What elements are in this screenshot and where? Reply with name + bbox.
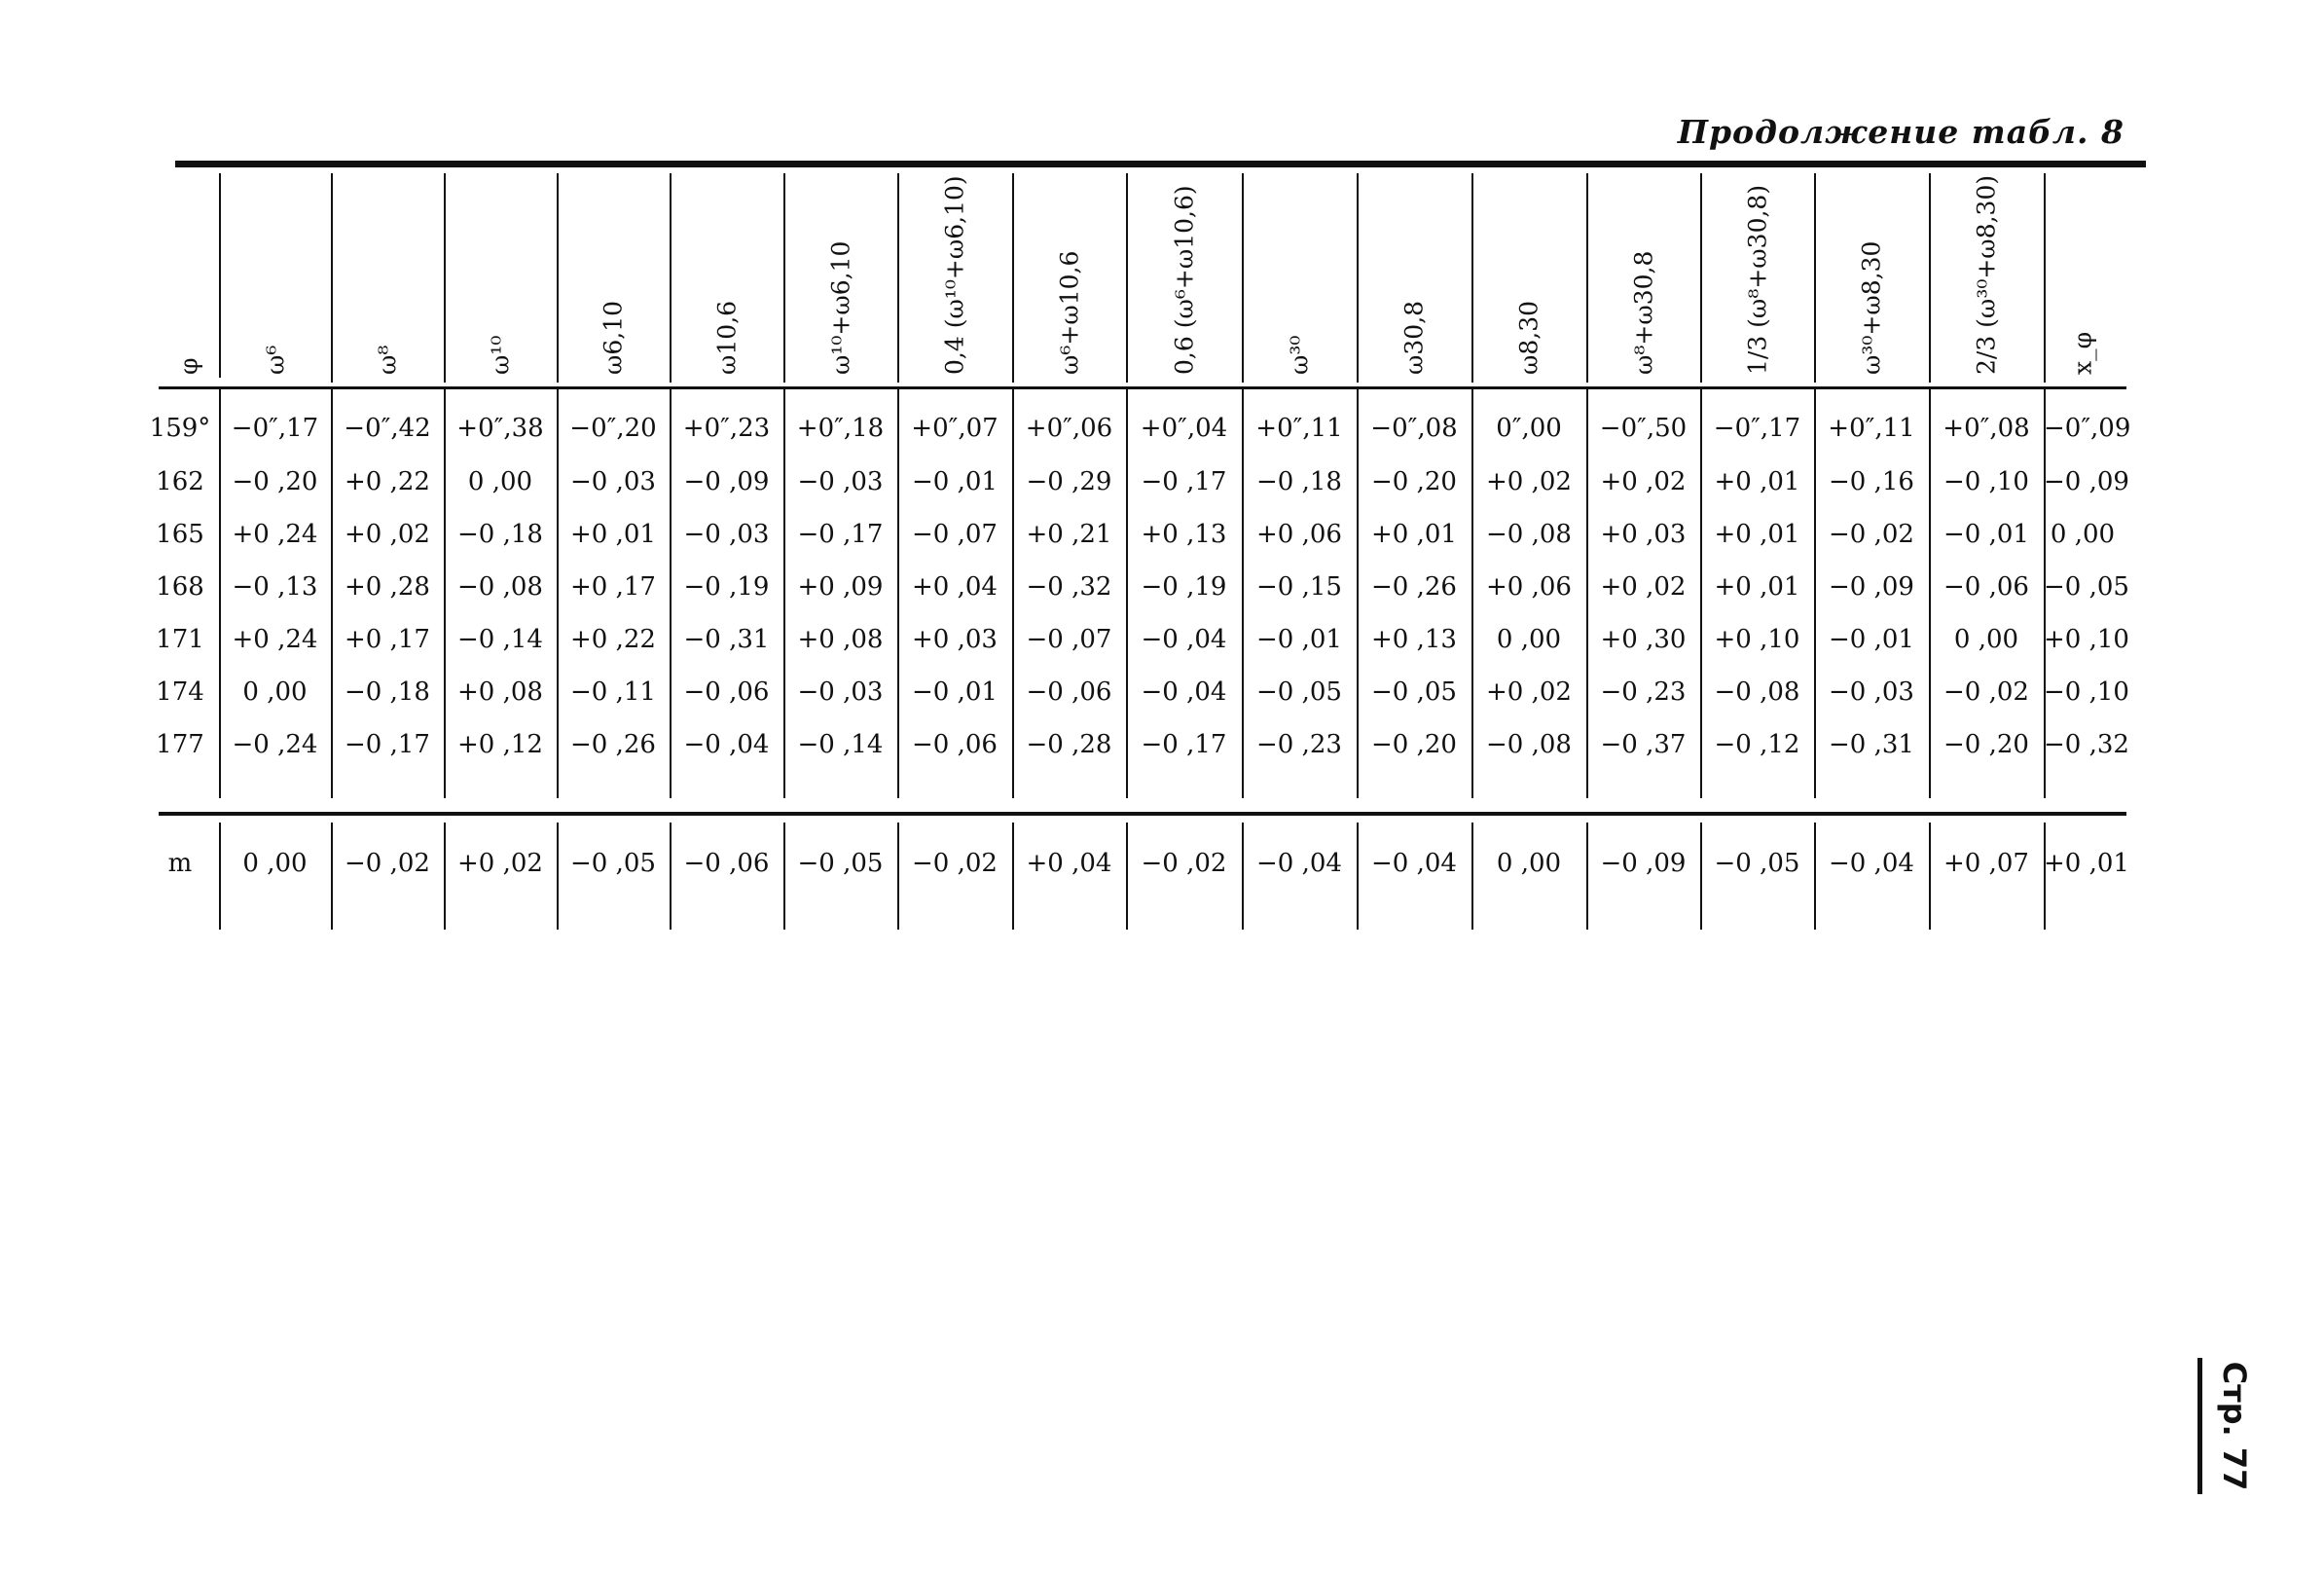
table-cell: −0 ,07 <box>912 520 998 549</box>
column-header <box>1814 173 1929 383</box>
footer-cell: +0 ,02 <box>457 849 543 878</box>
column-header <box>1357 173 1471 383</box>
footer-cell: +0 ,04 <box>1026 849 1112 878</box>
table-cell: −0 ,15 <box>1256 572 1342 602</box>
table-cell: −0 ,18 <box>1256 467 1342 496</box>
row-phi-label: 162 <box>156 467 204 496</box>
table-cell: −0 ,20 <box>1371 467 1457 496</box>
footer-cell: 0 ,00 <box>1496 849 1562 878</box>
column-divider <box>2044 173 2046 383</box>
table-cell: −0 ,17 <box>1141 467 1227 496</box>
footer-cell: −0 ,05 <box>1714 849 1800 878</box>
table-cell: −0 ,17 <box>797 520 884 549</box>
column-header <box>557 173 670 383</box>
column-divider <box>1357 173 1359 383</box>
table-cell: −0 ,26 <box>1371 572 1457 602</box>
table-cell: −0 ,31 <box>1829 730 1914 759</box>
table-cell: −0 ,02 <box>1943 677 2029 707</box>
column-divider <box>1929 173 1931 383</box>
column-header-label: φ <box>174 357 203 375</box>
column-divider <box>1814 173 1816 383</box>
table-cell: +0 ,01 <box>1371 520 1457 549</box>
column-header <box>1242 173 1357 383</box>
table-cell: −0 ,20 <box>1943 730 2029 759</box>
row-phi-label: 168 <box>156 572 204 602</box>
table-cell: +0 ,22 <box>570 625 656 654</box>
table-cell: −0 ,01 <box>1829 625 1914 654</box>
table-cell: −0 ,04 <box>683 730 770 759</box>
table-cell: +0″,06 <box>1025 414 1113 443</box>
table-cell: +0″,08 <box>1943 414 2030 443</box>
table-cell: +0 ,17 <box>570 572 656 602</box>
table-cell: −0 ,29 <box>1026 467 1112 496</box>
column-header <box>1586 173 1700 383</box>
column-header <box>1012 173 1126 383</box>
row-phi-label: 159° <box>149 414 211 443</box>
table-cell: −0 ,32 <box>1026 572 1112 602</box>
footer-cell: −0 ,04 <box>1371 849 1457 878</box>
column-divider <box>670 173 672 383</box>
table-cell: +0 ,08 <box>797 625 884 654</box>
column-header-label: ω³⁰+ω8,30 <box>1857 240 1886 375</box>
column-divider <box>783 173 785 383</box>
table-top-rule <box>175 161 2146 167</box>
table-cell: +0 ,03 <box>1600 520 1687 549</box>
column-header <box>1126 173 1242 383</box>
table-cell: +0 ,02 <box>1600 572 1687 602</box>
table-cell: 0 ,00 <box>1953 625 2019 654</box>
column-divider <box>1586 173 1588 383</box>
table-cell: −0″,20 <box>569 414 657 443</box>
footer-cell: −0 ,02 <box>345 849 430 878</box>
column-header <box>1700 173 1814 383</box>
table-cell: +0 ,17 <box>345 625 430 654</box>
table-cell: −0 ,24 <box>232 730 318 759</box>
table-cell: −0 ,31 <box>683 625 770 654</box>
column-divider <box>1012 173 1014 383</box>
column-divider <box>1471 173 1473 383</box>
table-cell: −0″,42 <box>344 414 431 443</box>
table-cell: −0 ,14 <box>797 730 884 759</box>
table-cell: +0 ,30 <box>1600 625 1687 654</box>
row-phi-label: 165 <box>156 520 204 549</box>
table-cell: +0 ,10 <box>1714 625 1800 654</box>
column-header-label: ω30,8 <box>1399 300 1429 375</box>
table-cell: −0 ,26 <box>570 730 656 759</box>
table-cell: +0 ,02 <box>1486 677 1572 707</box>
table-cell: +0 ,01 <box>1714 520 1800 549</box>
header-rule <box>159 386 2126 389</box>
table-cell: +0 ,01 <box>570 520 656 549</box>
table-cell: −0 ,03 <box>1829 677 1914 707</box>
column-divider <box>1242 173 1244 383</box>
column-header-label: ω⁶ <box>261 345 289 375</box>
column-header <box>331 173 444 383</box>
table-cell: −0 ,01 <box>912 677 998 707</box>
table-cell: +0″,18 <box>796 414 885 443</box>
table-cell: −0 ,14 <box>457 625 543 654</box>
table-cell: −0 ,04 <box>1141 625 1227 654</box>
column-divider <box>897 173 899 383</box>
table-cell: +0 ,06 <box>1486 572 1572 602</box>
column-divider <box>1700 173 1702 383</box>
footer-cell: −0 ,05 <box>570 849 656 878</box>
table-cell: −0 ,09 <box>683 467 770 496</box>
table-cell: +0 ,08 <box>457 677 543 707</box>
table-cell: +0 ,09 <box>797 572 884 602</box>
column-header <box>1929 173 2044 383</box>
column-divider <box>557 173 559 383</box>
table-cell: +0 ,04 <box>912 572 998 602</box>
column-divider <box>444 173 446 383</box>
page-number-label: Стр. 77 <box>2216 1361 2253 1491</box>
table-cell: −0 ,06 <box>683 677 770 707</box>
table-cell: +0 ,24 <box>232 625 318 654</box>
table-cell: 0″,00 <box>1496 414 1562 443</box>
column-header-label: ω10,6 <box>712 300 741 375</box>
table-cell: −0 ,08 <box>1486 520 1572 549</box>
column-header <box>219 173 331 383</box>
table-cell: −0″,17 <box>231 414 319 443</box>
table-cell: −0 ,05 <box>1371 677 1457 707</box>
table-cell: +0 ,02 <box>345 520 430 549</box>
table-cell: +0 ,22 <box>345 467 430 496</box>
table-cell: −0 ,19 <box>1141 572 1227 602</box>
table-cell: +0 ,06 <box>1256 520 1342 549</box>
table-cell: +0 ,21 <box>1026 520 1112 549</box>
footer-cell: −0 ,02 <box>1141 849 1227 878</box>
table-cell: +0″,38 <box>456 414 544 443</box>
footer-cell: +0 ,07 <box>1943 849 2029 878</box>
footer-phi-label: m <box>167 849 193 878</box>
table-cell: +0 ,13 <box>1141 520 1227 549</box>
table-cell: −0 ,17 <box>1141 730 1227 759</box>
table-cell: 0 ,00 <box>1496 625 1562 654</box>
table-cell: −0 ,16 <box>1829 467 1914 496</box>
table-cell: −0 ,20 <box>1371 730 1457 759</box>
table-cell: −0 ,05 <box>2044 572 2129 602</box>
column-header-label: ω8,30 <box>1514 300 1543 375</box>
column-header <box>783 173 897 383</box>
row-phi-label: 177 <box>156 730 204 759</box>
table-cell: −0 ,09 <box>2044 467 2129 496</box>
table-cell: −0 ,08 <box>1486 730 1572 759</box>
column-header-label: ω⁶+ω10,6 <box>1055 250 1083 375</box>
table-cell: −0 ,01 <box>912 467 998 496</box>
footer-cell: −0 ,02 <box>912 849 998 878</box>
column-divider <box>331 173 333 383</box>
column-header-label: ω³⁰ <box>1285 335 1314 375</box>
table-cell: −0 ,08 <box>1714 677 1800 707</box>
column-header <box>1471 173 1586 383</box>
column-divider <box>219 173 221 378</box>
table-cell: −0 ,23 <box>1600 677 1687 707</box>
table-cell: 0 ,00 <box>467 467 533 496</box>
column-header-label: ω¹⁰+ω6,10 <box>826 240 854 375</box>
footer-cell: 0 ,00 <box>242 849 308 878</box>
column-header-label: ω⁸+ω30,8 <box>1629 250 1657 375</box>
table-cell: +0″,23 <box>682 414 771 443</box>
table-cell: −0 ,13 <box>232 572 318 602</box>
table-cell: +0″,11 <box>1828 414 1915 443</box>
footer-cell: +0 ,01 <box>2044 849 2129 878</box>
column-header <box>444 173 557 383</box>
table-cell: −0 ,28 <box>1026 730 1112 759</box>
table-caption: Продолжение табл. 8 <box>1677 113 2124 151</box>
table-cell: +0 ,03 <box>912 625 998 654</box>
table-cell: −0 ,08 <box>457 572 543 602</box>
table-cell: +0 ,28 <box>345 572 430 602</box>
column-header-label: 2/3 (ω³⁰+ω8,30) <box>1972 174 2001 375</box>
footer-cell: −0 ,04 <box>1256 849 1342 878</box>
table-cell: −0 ,01 <box>1943 520 2029 549</box>
table-cell: +0 ,12 <box>457 730 543 759</box>
table-cell: −0 ,07 <box>1026 625 1112 654</box>
table-cell: −0 ,03 <box>683 520 770 549</box>
row-phi-label: 171 <box>156 625 204 654</box>
footer-cell: −0 ,06 <box>683 849 770 878</box>
table-cell: −0 ,06 <box>1026 677 1112 707</box>
table-cell: +0 ,01 <box>1714 467 1800 496</box>
table-cell: −0″,08 <box>1370 414 1458 443</box>
table-cell: −0 ,02 <box>1829 520 1914 549</box>
table-cell: −0″,09 <box>2044 414 2131 443</box>
footer-cell: −0 ,04 <box>1829 849 1914 878</box>
table-cell: +0″,04 <box>1140 414 1228 443</box>
table-cell: +0″,11 <box>1255 414 1343 443</box>
table-cell: +0 ,01 <box>1714 572 1800 602</box>
table-cell: −0 ,37 <box>1600 730 1687 759</box>
table-cell: −0 ,06 <box>912 730 998 759</box>
table-cell: −0 ,10 <box>1943 467 2029 496</box>
column-header-label: 0,4 (ω¹⁰+ω6,10) <box>940 175 969 375</box>
row-phi-label: 174 <box>156 677 204 707</box>
table-cell: −0 ,11 <box>570 677 656 707</box>
table-cell: −0 ,01 <box>1256 625 1342 654</box>
table-cell: 0 ,00 <box>2050 520 2116 549</box>
table-cell: +0 ,02 <box>1486 467 1572 496</box>
table-cell: −0 ,04 <box>1141 677 1227 707</box>
table-cell: −0 ,17 <box>345 730 430 759</box>
column-divider <box>1126 173 1128 383</box>
table-cell: −0″,17 <box>1713 414 1801 443</box>
table-cell: −0 ,03 <box>797 467 884 496</box>
column-header <box>2044 173 2122 383</box>
table-cell: −0 ,05 <box>1256 677 1342 707</box>
table-cell: −0 ,23 <box>1256 730 1342 759</box>
table-cell: +0 ,24 <box>232 520 318 549</box>
column-header <box>897 173 1012 383</box>
table-cell: −0 ,09 <box>1829 572 1914 602</box>
table-cell: +0 ,10 <box>2044 625 2129 654</box>
footer-cell: −0 ,09 <box>1600 849 1687 878</box>
header-phi <box>159 173 219 383</box>
column-header-label: x_φ <box>2068 331 2097 375</box>
column-header-label: ω6,10 <box>599 300 628 375</box>
table-cell: −0 ,32 <box>2044 730 2129 759</box>
table-cell: −0 ,20 <box>232 467 318 496</box>
table-cell: −0 ,03 <box>797 677 884 707</box>
table-cell: −0 ,12 <box>1714 730 1800 759</box>
table-cell: −0 ,03 <box>570 467 656 496</box>
table-cell: 0 ,00 <box>242 677 308 707</box>
column-header-label: ω¹⁰ <box>486 335 515 375</box>
column-header <box>670 173 783 383</box>
table-cell: −0 ,10 <box>2044 677 2129 707</box>
footer-cell: −0 ,05 <box>797 849 884 878</box>
page-number <box>2197 1358 2266 1494</box>
table-cell: −0″,50 <box>1599 414 1688 443</box>
table-cell: +0″,07 <box>911 414 999 443</box>
page-number-bar <box>2197 1358 2202 1494</box>
footer-rule <box>159 812 2126 816</box>
column-header-label: 0,6 (ω⁶+ω10,6) <box>1170 185 1198 375</box>
table-cell: −0 ,18 <box>345 677 430 707</box>
table-cell: −0 ,18 <box>457 520 543 549</box>
table-cell: −0 ,06 <box>1943 572 2029 602</box>
column-header-label: 1/3 (ω⁸+ω30,8) <box>1743 184 1771 375</box>
table-cell: −0 ,19 <box>683 572 770 602</box>
table-cell: +0 ,13 <box>1371 625 1457 654</box>
table-cell: +0 ,02 <box>1600 467 1687 496</box>
column-header-label: ω⁸ <box>373 345 402 375</box>
